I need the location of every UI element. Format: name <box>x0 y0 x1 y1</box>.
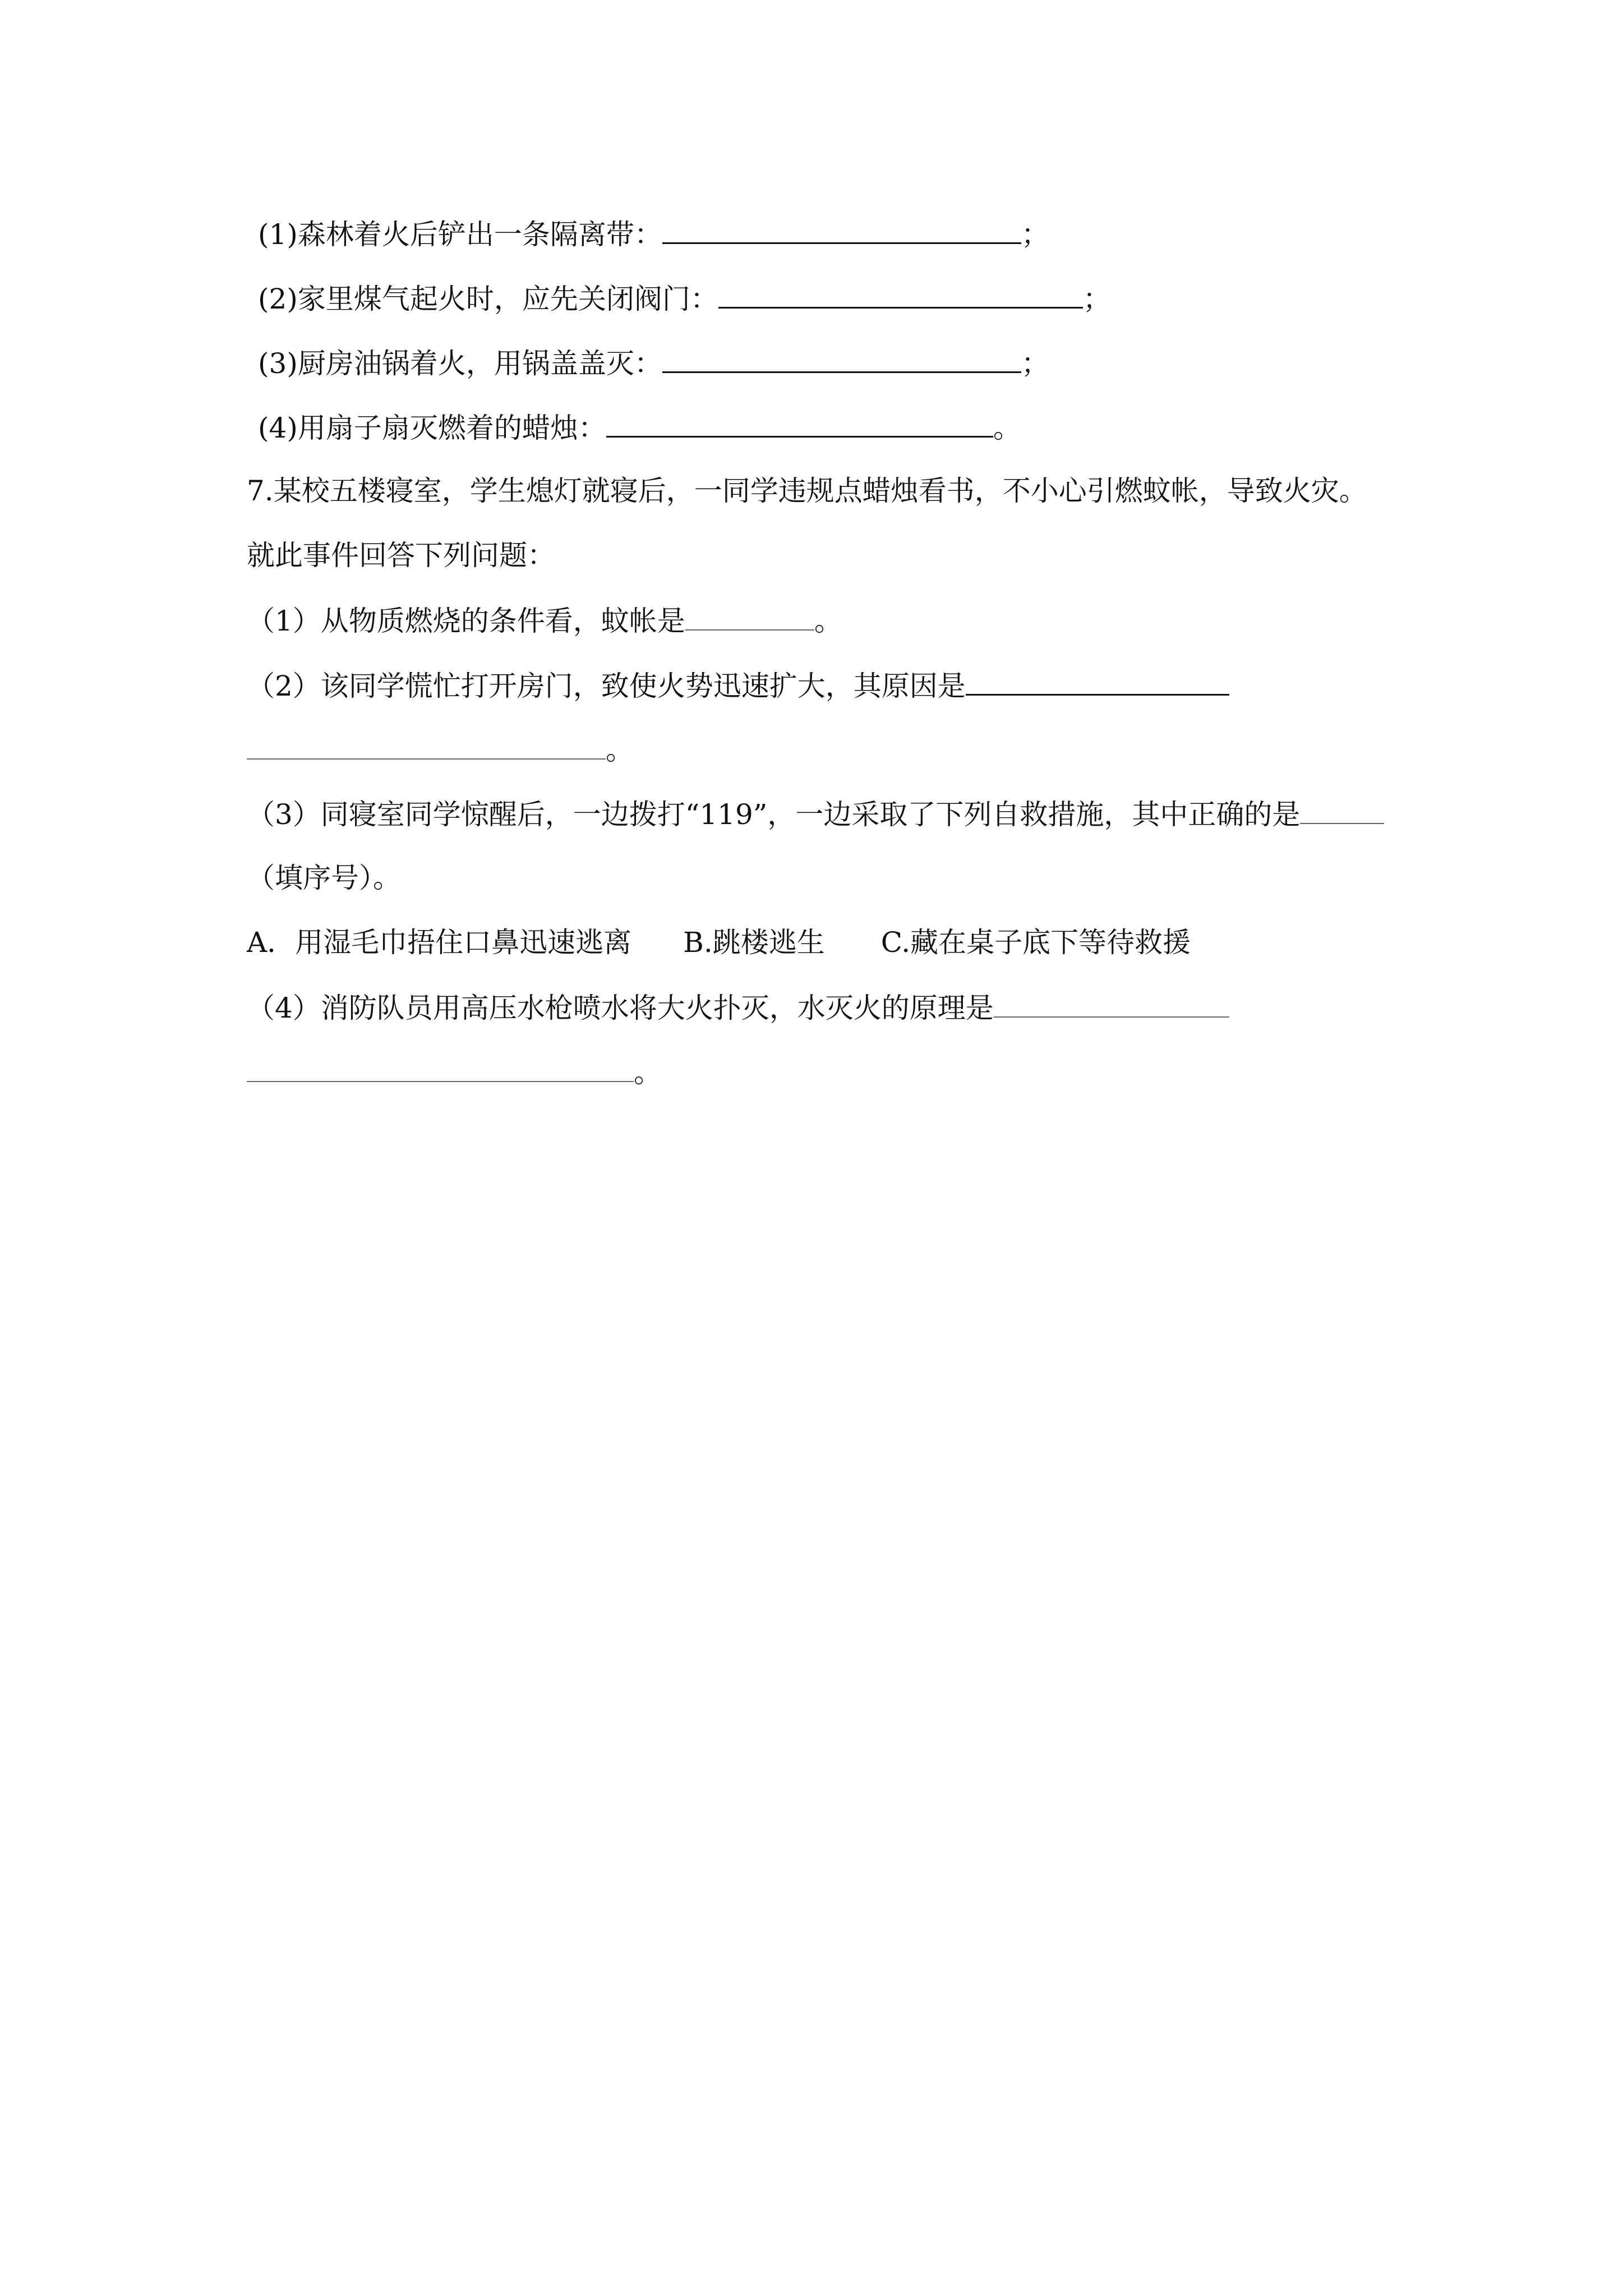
q7-sub-3-line-2: （填序号）。 <box>247 862 401 894</box>
q6-item-3: (3)厨房油锅着火，用锅盖盖灭： ； <box>258 342 1049 381</box>
answer-blank[interactable] <box>685 600 814 631</box>
q6-item-2: (2)家里煤气起火时，应先关闭阀门： ； <box>258 278 1111 317</box>
answer-blank[interactable] <box>662 342 1021 373</box>
option-a: A．用湿毛巾捂住口鼻迅速逃离 <box>247 926 632 959</box>
q7-stem-line-1: 7.某校五楼寝室，学生熄灯就寝后，一同学违规点蜡烛看书，不小心引燃蚊帐，导致火灾。 <box>247 475 1367 507</box>
q7-sub-4-continuation: 。 <box>247 1052 662 1091</box>
q6-item-3-text: (3)厨房油锅着火，用锅盖盖灭： <box>258 347 662 380</box>
q6-item-2-text: (2)家里煤气起火时，应先关闭阀门： <box>258 283 718 315</box>
answer-blank[interactable] <box>994 987 1229 1018</box>
q7-sub-4: （4）消防队员用高压水枪喷水将大火扑灭，水灭火的原理是 <box>247 987 1229 1027</box>
q7-options <box>247 923 1191 962</box>
q6-item-1-text: (1)森林着火后铲出一条隔离带： <box>258 218 662 251</box>
q6-item-1: (1)森林着火后铲出一条隔离带： ； <box>258 213 1049 252</box>
answer-blank[interactable] <box>1300 794 1384 824</box>
answer-blank[interactable] <box>247 1052 634 1082</box>
answer-blank[interactable] <box>247 729 606 760</box>
q7-sub-2: （2）该同学慌忙打开房门，致使火势迅速扩大，其原因是 <box>247 665 1229 704</box>
q6-item-4: (4)用扇子扇灭燃着的蜡烛： 。 <box>258 407 1021 446</box>
q6-item-4-text: (4)用扇子扇灭燃着的蜡烛： <box>258 412 606 444</box>
q7-sub-1: （1）从物质燃烧的条件看，蚊帐是 。 <box>247 600 842 639</box>
answer-blank[interactable] <box>966 665 1229 696</box>
q7-stem-line-2: 就此事件回答下列问题： <box>247 539 555 572</box>
q7-sub-2-continuation: 。 <box>247 729 634 769</box>
answer-blank[interactable] <box>662 213 1021 244</box>
option-c: C.藏在桌子底下等待救援 <box>880 926 1191 959</box>
q7-sub-3: （3）同寝室同学惊醒后，一边拨打“119”，一边采取了下列自救措施，其中正确的是 <box>247 794 1384 833</box>
answer-blank[interactable] <box>718 278 1083 309</box>
answer-blank[interactable] <box>606 407 993 438</box>
option-b: B.跳楼逃生 <box>683 926 825 959</box>
